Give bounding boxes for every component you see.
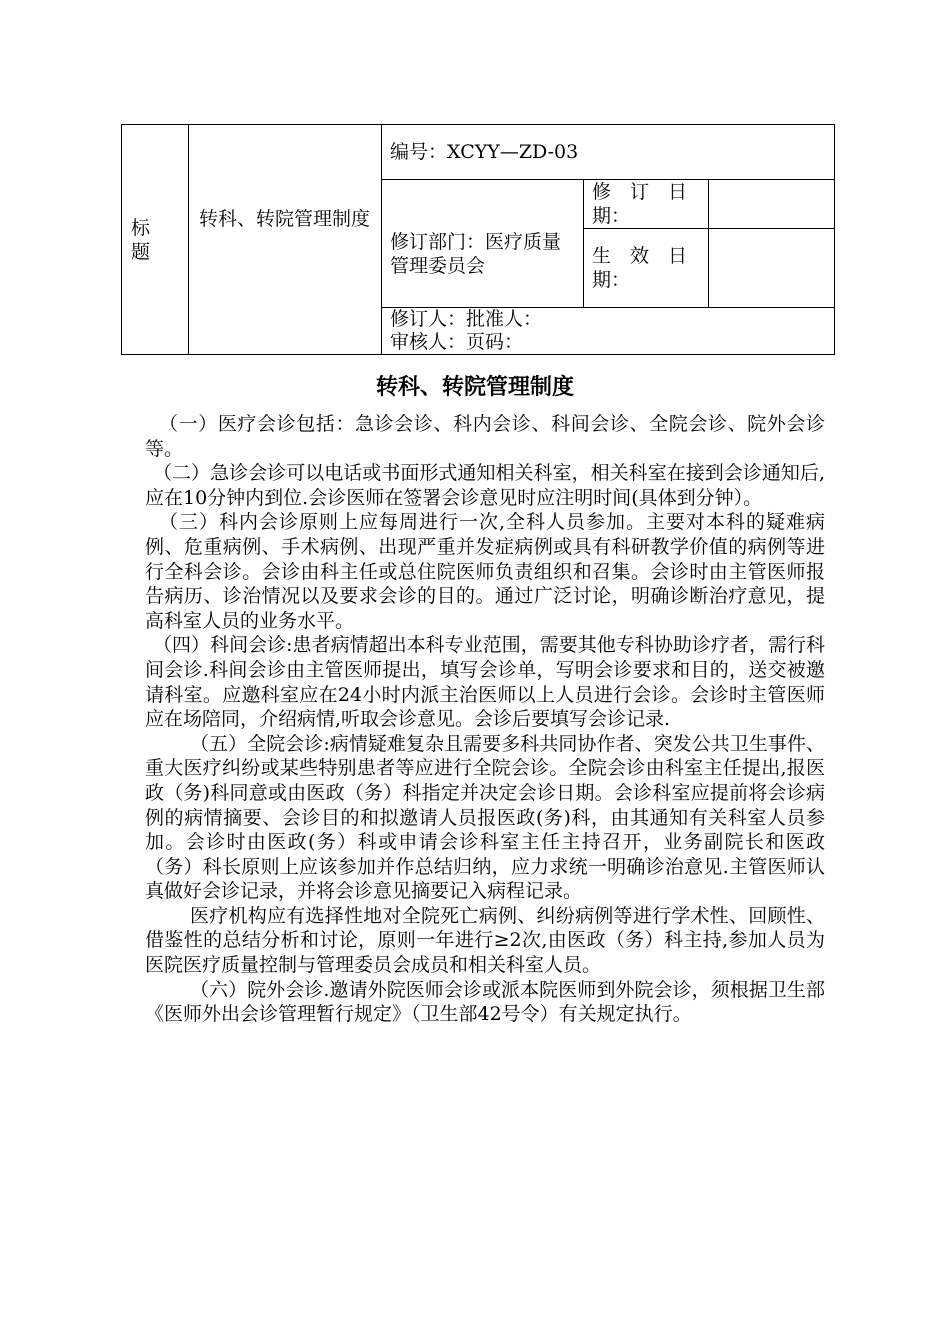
label-text: 标题 [131, 216, 151, 263]
paragraph-2: （二）急诊会诊可以电话或书面形式通知相关科室，相关科室在接到会诊通知后,应在10分钟内到位.会诊医师在签署会诊意见时应注明时间(具体到分钟）。 [145, 462, 825, 509]
header-title: 转科、转院管理制度 [199, 208, 371, 230]
paragraph-3: （三）科内会诊原则上应每周进行一次,全科人员参加。主要对本科的疑难病例、危重病例、手术病例、出现严重并发症病例或具有科研教学价值的病例等进行全科会诊。会诊由科主任或总住院医师负责组织和召集。会诊时由主管医师报告病历、诊治情况以及要求会诊的目的。通过广泛讨论，明确诊断治疗意见，提高科室人员的业务水平。 [145, 511, 825, 632]
revision-department: 修订部门：医疗质量管理委员会 [390, 230, 562, 277]
paragraph-5: （五）全院会诊:病情疑难复杂且需要多科共同协作者、突发公共卫生事件、重大医疗纠纷或某些特别患者等应进行全院会诊。全院会诊由科室主任提出,报医政（务)科同意或由医政（务）科指定并决定会诊日期。会诊科室应提前将会诊病例的病情摘要、会诊目的和拟邀请人员报医政(务)科，由其通知有关科室人员参加。会诊时由医政(务）科或申请会诊科室主任主持召开，业务副院长和医政（务）科长原则上应该参加并作总结归纳，应力求统一明确诊治意见.主管医师认真做好会诊记录，并将会诊意见摘要记入病程记录。 [145, 732, 825, 903]
effective-date-value-cell [709, 229, 835, 308]
document-body [145, 412, 825, 1027]
revise-date-value-cell [709, 180, 835, 229]
paragraph-1: （一）医疗会诊包括：急诊会诊、科内会诊、科间会诊、全院会诊、院外会诊等。 [145, 413, 825, 460]
reviser-line: 修订人：批准人： [390, 308, 543, 330]
number-cell [382, 125, 835, 180]
department-cell [382, 180, 584, 308]
effective-date-label-cell [584, 229, 709, 308]
revise-date-label-cell [584, 180, 709, 229]
paragraph-4: （四）科间会诊:患者病情超出本科专业范围，需要其他专科协助诊疗者，需行科间会诊.科间会诊由主管医师提出，填写会诊单，写明会诊要求和目的，送交被邀请科室。应邀科室应在24小时内派主治医师以上人员进行会诊。会诊时主管医师应在场陪同，介绍病情,听取会诊意见。会诊后要填写会诊记录. [145, 634, 825, 731]
title-cell [189, 125, 382, 355]
label-cell [122, 125, 189, 355]
document-header-table [121, 124, 835, 355]
reviewer-line: 审核人：页码： [390, 331, 524, 353]
document-title: 转科、转院管理制度 [375, 375, 574, 400]
signature-cell [382, 308, 835, 355]
paragraph-7: （六）院外会诊.邀请外院医师会诊或派本院医师到外院会诊，须根据卫生部《医师外出会诊管理暂行规定》（卫生部42号令）有关规定执行。 [145, 978, 825, 1026]
paragraph-6: 医疗机构应有选择性地对全院死亡病例、纠纷病例等进行学术性、回顾性、借鉴性的总结分析和讨论，原则一年进行≥2次,由医政（务）科主持,参加人员为医院医疗质量控制与管理委员会成员和相关科室人员。 [145, 904, 825, 977]
document-number: 编号：XCYY—ZD-03 [390, 141, 579, 163]
effective-date-label: 生 效 日期： [592, 245, 688, 291]
revise-date-label: 修 订 日期： [592, 181, 688, 227]
